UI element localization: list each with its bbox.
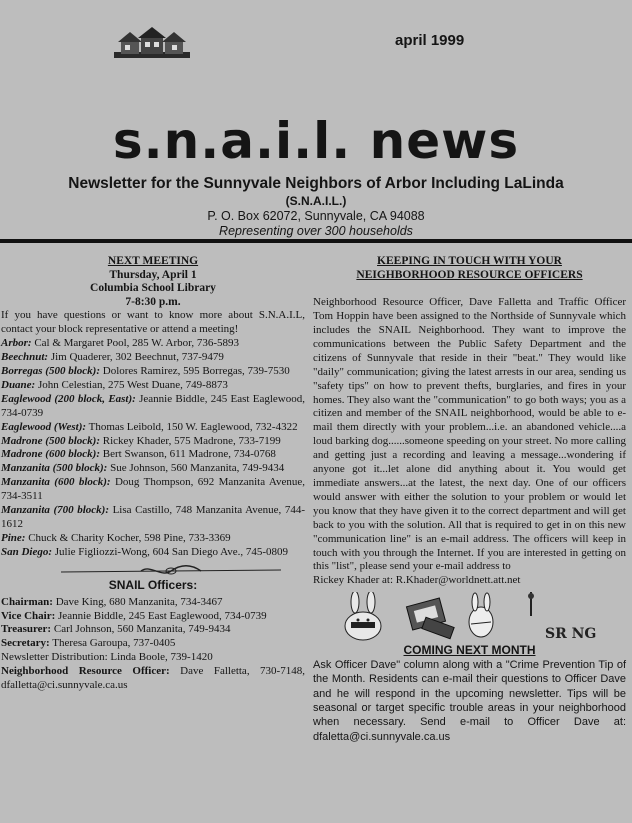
list-item: Beechnut: Jim Quaderer, 302 Beechnut, 737-9479	[1, 351, 224, 364]
meeting-intro: If you have questions or want to know more about S.N.A.I.L, contact your block representative or attend a meeting!	[1, 309, 305, 336]
list-item: Madrone (600 block): Bert Swanson, 611 Madrone, 734-0768	[1, 448, 276, 461]
list-item: Secretary: Theresa Garoupa, 737-0405	[1, 637, 176, 650]
issue-date: april 1999	[395, 32, 465, 49]
list-item: Borregas (500 block): Dolores Ramirez, 595 Borregas, 739-7530	[1, 365, 290, 377]
list-item: Manzanita (700 block): Lisa Castillo, 748 Manzanita Avenue, 744-1612	[1, 504, 305, 530]
bunny-icon	[345, 592, 381, 640]
newsletter-subtitle: Newsletter for the Sunnyvale Neighbors of Arbor Including LaLinda	[68, 175, 564, 192]
clipart-strip	[331, 592, 621, 642]
po-box-address: P. O. Box 62072, Sunnyvale, CA 94088	[207, 209, 425, 223]
contact-line: Rickey Khader at: R.Khader@worldnett.att.net	[313, 574, 521, 587]
list-item: Manzanita (500 block): Sue Johnson, 560 Manzanita, 749-9434	[1, 462, 285, 475]
list-item: Neighborhood Resource Officer: Dave Falletta, 730-7148, dfalletta@ci.sunnyvale.ca.us	[1, 665, 305, 692]
list-item: Vice Chair: Jeannie Biddle, 245 East Eaglewood, 734-0739	[1, 609, 267, 622]
officers-list	[1, 596, 305, 693]
list-item: Treasurer: Carl Johnson, 560 Manzanita, 749-9434	[1, 623, 231, 636]
list-item: Arbor: Cal & Margaret Pool, 285 W. Arbor, 736-5893	[1, 337, 239, 350]
meeting-date: Thursday, April 1	[109, 268, 197, 281]
touch-heading-line2: NEIGHBORHOOD RESOURCE OFFICERS	[356, 268, 583, 281]
flourish-divider	[61, 564, 281, 578]
right-column	[313, 255, 626, 744]
left-column	[0, 255, 305, 693]
list-item: Manzanita (600 block): Doug Thompson, 692 Manzanita Avenue, 734-3511	[1, 476, 305, 503]
header-rule	[0, 239, 632, 243]
easter-bunny-icon	[469, 593, 493, 637]
houses-clipart	[114, 26, 190, 60]
coming-heading: COMING NEXT MONTH	[403, 643, 536, 658]
meeting-time: 7-8:30 p.m.	[125, 295, 181, 308]
officers-heading: SNAIL Officers:	[108, 577, 198, 592]
meeting-heading: NEXT MEETING	[107, 255, 199, 267]
list-item: Eaglewood (200 block, East): Jeannie Biddle, 245 East Eaglewood, 734-0739	[1, 392, 305, 419]
households-tagline: Representing over 300 households	[219, 224, 413, 238]
svg-text:SR NG: SR NG	[545, 626, 597, 643]
list-item: San Diego: Julie Figliozzi-Wong, 604 San Diego Ave., 745-0809	[1, 545, 289, 558]
phone-icon	[406, 598, 454, 639]
touch-body: Neighborhood Resource Officer, Dave Falletta and Traffic Officer Tom Hoppin have been assigned to the Northside of Sunnyvale which includes the SNAIL Neighborhood. They want to improve the communications between the Public Safety Department and the citizens of Sunnyvale that reside in their "beat." They would like "daily" communication; giving the latest arrests in our area, sending us "safety tips" on how to prevent thefts, burglaries, and fires in your homes. They also want the "communication" to go both ways; you as a citizen and member of the SNAIL neighborhood, would be able to e-mail them directly with your problem...i.e. an abandoned vehicle....a loud barking dog......someone speeding on your street. No more calling and getting just a recording and leaving a message...wondering if anyone got it...let alone did anything about it. You would get immediate answers...at the latest, the next day. One of our officers would answer with either the solution to your problem or would let you know that they have given it to the correct department and will get back to you with the solution. All that is required to get in on this new "communication line" is an e-mail address. The officers will keep in touch with you through the Internet. If you are interested in getting on this "list", please send your e-mail address to	[313, 296, 626, 573]
masthead-title: s.n.a.i.l. news	[112, 112, 520, 170]
list-item: Newsletter Distribution: Linda Boole, 739-1420	[1, 651, 213, 664]
touch-heading-line1: KEEPING IN TOUCH WITH YOUR	[377, 255, 562, 267]
meeting-place: Columbia School Library	[90, 282, 216, 295]
list-item: Eaglewood (West): Thomas Leibold, 150 W. Eaglewood, 732-4322	[1, 420, 298, 433]
block-rep-list	[1, 337, 305, 560]
list-item: Duane: John Celestian, 275 West Duane, 749-8873	[1, 378, 228, 391]
coming-body: Ask Officer Dave" column along with a "Crime Prevention Tip of the Month. Residents can e-mail their questions to Officer Dave and he will respond in the upcoming newsletter. Tips will be seasonal or target specific trouble areas in your neighborhood when necessary. Send e-mail to Officer Dave at: dfaletta@ci.sunnyvale.ca.us	[313, 659, 626, 743]
list-item: Chairman: Dave King, 680 Manzanita, 734-3467	[1, 595, 223, 608]
acronym: (S.N.A.I.L.)	[285, 194, 347, 208]
list-item: Madrone (500 block): Rickey Khader, 575 Madrone, 733-7199	[1, 434, 281, 447]
list-item: Pine: Chuck & Charity Kocher, 598 Pine, 733-3369	[1, 531, 231, 544]
flower-icon	[528, 592, 534, 616]
